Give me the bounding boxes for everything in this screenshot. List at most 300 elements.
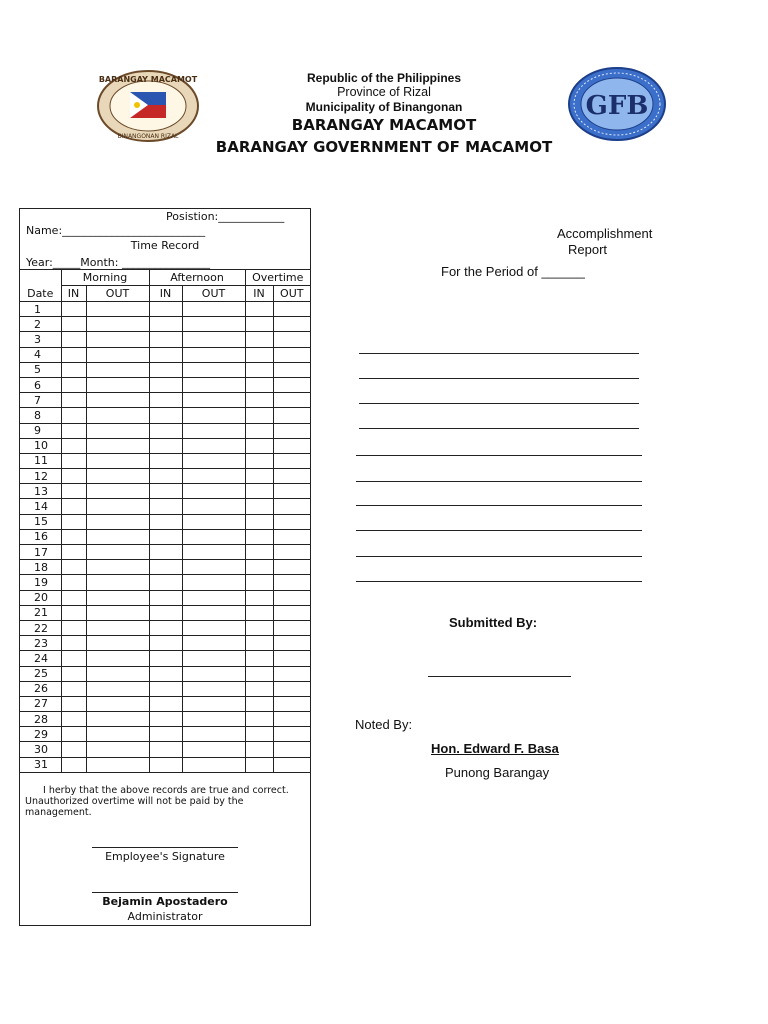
time-entry-cell[interactable] bbox=[86, 605, 149, 620]
time-entry-cell[interactable] bbox=[245, 545, 273, 560]
time-entry-cell[interactable] bbox=[86, 453, 149, 468]
time-entry-cell[interactable] bbox=[61, 347, 86, 362]
time-entry-cell[interactable] bbox=[149, 347, 182, 362]
time-entry-cell[interactable] bbox=[86, 438, 149, 453]
time-entry-cell[interactable] bbox=[86, 666, 149, 681]
date-cell: 25 bbox=[20, 666, 61, 681]
report-title-line-2: Report bbox=[568, 242, 608, 257]
time-entry-cell[interactable] bbox=[273, 332, 310, 347]
time-entry-cell[interactable] bbox=[245, 742, 273, 757]
time-entry-cell[interactable] bbox=[182, 408, 245, 423]
official-name: Hon. Edward F. Basa bbox=[431, 741, 559, 756]
report-line-7[interactable] bbox=[356, 505, 642, 506]
time-entry-cell[interactable] bbox=[273, 727, 310, 742]
time-entry-cell[interactable] bbox=[61, 529, 86, 544]
time-entry-cell[interactable] bbox=[245, 560, 273, 575]
time-entry-cell[interactable] bbox=[273, 469, 310, 484]
administrator-title: Administrator bbox=[127, 910, 203, 923]
time-entry-cell[interactable] bbox=[61, 590, 86, 605]
table-row bbox=[20, 499, 310, 514]
time-entry-cell[interactable] bbox=[245, 651, 273, 666]
time-entry-cell[interactable] bbox=[61, 393, 86, 408]
time-entry-cell[interactable] bbox=[245, 681, 273, 696]
time-entry-cell[interactable] bbox=[245, 605, 273, 620]
time-entry-cell[interactable] bbox=[86, 484, 149, 499]
date-cell: 27 bbox=[20, 696, 61, 711]
date-cell: 26 bbox=[20, 681, 61, 696]
report-line-4[interactable] bbox=[359, 428, 639, 429]
date-cell: 1 bbox=[20, 302, 61, 317]
date-cell: 17 bbox=[20, 545, 61, 560]
date-cell: 3 bbox=[20, 332, 61, 347]
time-entry-cell[interactable] bbox=[182, 681, 245, 696]
time-entry-cell[interactable] bbox=[273, 636, 310, 651]
time-entry-cell[interactable] bbox=[86, 408, 149, 423]
date-cell: 16 bbox=[20, 529, 61, 544]
time-entry-cell[interactable] bbox=[61, 575, 86, 590]
time-entry-cell[interactable] bbox=[273, 499, 310, 514]
time-entry-cell[interactable] bbox=[149, 666, 182, 681]
republic-heading: Republic of the Philippines bbox=[306, 71, 461, 85]
time-entry-cell[interactable] bbox=[245, 332, 273, 347]
column-header-row bbox=[20, 286, 310, 302]
morning-header: Morning bbox=[61, 270, 149, 286]
time-entry-cell[interactable] bbox=[61, 620, 86, 635]
report-line-6[interactable] bbox=[356, 481, 642, 482]
time-entry-cell[interactable] bbox=[149, 317, 182, 332]
noted-by-label: Noted By: bbox=[355, 717, 413, 732]
table-row bbox=[20, 408, 310, 423]
time-entry-cell[interactable] bbox=[61, 727, 86, 742]
date-cell: 23 bbox=[20, 636, 61, 651]
report-line-2[interactable] bbox=[359, 378, 639, 379]
time-entry-cell[interactable] bbox=[273, 757, 310, 772]
time-entry-cell[interactable] bbox=[273, 681, 310, 696]
time-entry-cell[interactable] bbox=[149, 681, 182, 696]
time-entry-cell[interactable] bbox=[245, 499, 273, 514]
date-cell: 12 bbox=[20, 469, 61, 484]
overtime-in-header: IN bbox=[245, 286, 273, 302]
morning-out-header: OUT bbox=[86, 286, 149, 302]
report-line-5[interactable] bbox=[356, 455, 642, 456]
time-entry-cell[interactable] bbox=[245, 484, 273, 499]
submitted-by-signature-line[interactable] bbox=[428, 676, 571, 677]
date-cell: 31 bbox=[20, 757, 61, 772]
time-entry-cell[interactable] bbox=[182, 560, 245, 575]
time-entry-cell[interactable] bbox=[182, 393, 245, 408]
table-row bbox=[20, 681, 310, 696]
time-entry-cell[interactable] bbox=[182, 514, 245, 529]
time-entry-cell[interactable] bbox=[61, 545, 86, 560]
table-row bbox=[20, 469, 310, 484]
time-entry-cell[interactable] bbox=[245, 469, 273, 484]
time-entry-cell[interactable] bbox=[86, 499, 149, 514]
time-entry-cell[interactable] bbox=[61, 317, 86, 332]
time-entry-cell[interactable] bbox=[273, 514, 310, 529]
time-entry-cell[interactable] bbox=[149, 302, 182, 317]
report-line-10[interactable] bbox=[356, 581, 642, 582]
table-row bbox=[20, 423, 310, 438]
time-entry-cell[interactable] bbox=[149, 514, 182, 529]
date-cell: 19 bbox=[20, 575, 61, 590]
report-line-8[interactable] bbox=[356, 530, 642, 531]
overtime-header: Overtime bbox=[245, 270, 310, 286]
time-entry-cell[interactable] bbox=[86, 651, 149, 666]
table-row bbox=[20, 712, 310, 727]
time-entry-cell[interactable] bbox=[61, 696, 86, 711]
barangay-heading: BARANGAY MACAMOT bbox=[291, 116, 477, 134]
time-entry-cell[interactable] bbox=[149, 620, 182, 635]
time-entry-cell[interactable] bbox=[61, 560, 86, 575]
time-entry-cell[interactable] bbox=[273, 620, 310, 635]
time-entry-cell[interactable] bbox=[273, 742, 310, 757]
name-field[interactable]: Name:__________________________ bbox=[26, 224, 206, 237]
time-entry-cell[interactable] bbox=[61, 362, 86, 377]
time-record-table bbox=[20, 269, 310, 773]
time-entry-cell[interactable] bbox=[273, 529, 310, 544]
time-entry-cell[interactable] bbox=[149, 438, 182, 453]
time-entry-cell[interactable] bbox=[182, 696, 245, 711]
submitted-by-label: Submitted By: bbox=[449, 615, 538, 630]
date-cell: 9 bbox=[20, 423, 61, 438]
time-entry-cell[interactable] bbox=[149, 590, 182, 605]
time-entry-cell[interactable] bbox=[245, 529, 273, 544]
date-cell: 10 bbox=[20, 438, 61, 453]
gfb-seal-logo bbox=[568, 67, 666, 141]
table-row bbox=[20, 590, 310, 605]
employee-signature-label: Employee's Signature bbox=[105, 850, 225, 863]
afternoon-header: Afternoon bbox=[149, 270, 245, 286]
time-entry-cell[interactable] bbox=[86, 560, 149, 575]
time-entry-cell[interactable] bbox=[245, 575, 273, 590]
table-row bbox=[20, 742, 310, 757]
time-entry-cell[interactable] bbox=[86, 529, 149, 544]
time-entry-cell[interactable] bbox=[182, 362, 245, 377]
report-period[interactable]: For the Period of ______ bbox=[441, 264, 585, 279]
time-entry-cell[interactable] bbox=[149, 696, 182, 711]
time-entry-cell[interactable] bbox=[273, 347, 310, 362]
table-row bbox=[20, 620, 310, 635]
time-entry-cell[interactable] bbox=[273, 408, 310, 423]
report-line-1[interactable] bbox=[359, 353, 639, 354]
time-entry-cell[interactable] bbox=[273, 362, 310, 377]
municipality-heading: Municipality of Binangonan bbox=[305, 100, 463, 114]
time-entry-cell[interactable] bbox=[61, 332, 86, 347]
time-entry-cell[interactable] bbox=[245, 636, 273, 651]
time-entry-cell[interactable] bbox=[61, 757, 86, 772]
table-row bbox=[20, 727, 310, 742]
time-entry-cell[interactable] bbox=[86, 332, 149, 347]
table-row bbox=[20, 666, 310, 681]
time-entry-cell[interactable] bbox=[86, 302, 149, 317]
barangay-seal-logo bbox=[97, 70, 199, 142]
time-entry-cell[interactable] bbox=[245, 620, 273, 635]
time-entry-cell[interactable] bbox=[149, 545, 182, 560]
time-entry-cell[interactable] bbox=[273, 605, 310, 620]
time-entry-cell[interactable] bbox=[182, 590, 245, 605]
time-entry-cell[interactable] bbox=[273, 545, 310, 560]
time-entry-cell[interactable] bbox=[245, 514, 273, 529]
time-entry-cell[interactable] bbox=[149, 362, 182, 377]
time-entry-cell[interactable] bbox=[273, 484, 310, 499]
government-heading: BARANGAY GOVERNMENT OF MACAMOT bbox=[215, 138, 553, 156]
table-row bbox=[20, 560, 310, 575]
time-entry-cell[interactable] bbox=[149, 712, 182, 727]
table-row bbox=[20, 332, 310, 347]
position-field[interactable]: Posistion:____________ bbox=[166, 210, 285, 223]
svg-text:GFB: GFB bbox=[585, 91, 649, 121]
time-entry-cell[interactable] bbox=[61, 742, 86, 757]
time-entry-cell[interactable] bbox=[273, 666, 310, 681]
table-row bbox=[20, 651, 310, 666]
time-entry-cell[interactable] bbox=[149, 408, 182, 423]
official-title: Punong Barangay bbox=[445, 765, 550, 780]
table-row bbox=[20, 377, 310, 392]
date-cell: 7 bbox=[20, 393, 61, 408]
time-entry-cell[interactable] bbox=[86, 620, 149, 635]
time-entry-cell[interactable] bbox=[273, 453, 310, 468]
time-entry-cell[interactable] bbox=[273, 590, 310, 605]
time-entry-cell[interactable] bbox=[245, 302, 273, 317]
time-entry-cell[interactable] bbox=[273, 423, 310, 438]
time-entry-cell[interactable] bbox=[245, 347, 273, 362]
date-cell: 28 bbox=[20, 712, 61, 727]
time-entry-cell[interactable] bbox=[182, 438, 245, 453]
table-row bbox=[20, 317, 310, 332]
time-entry-cell[interactable] bbox=[182, 453, 245, 468]
time-entry-cell[interactable] bbox=[149, 484, 182, 499]
time-entry-cell[interactable] bbox=[149, 423, 182, 438]
time-entry-cell[interactable] bbox=[86, 393, 149, 408]
time-entry-cell[interactable] bbox=[182, 423, 245, 438]
time-entry-cell[interactable] bbox=[86, 347, 149, 362]
time-entry-cell[interactable] bbox=[149, 636, 182, 651]
date-cell: 20 bbox=[20, 590, 61, 605]
time-entry-cell[interactable] bbox=[149, 605, 182, 620]
time-entry-cell[interactable] bbox=[86, 696, 149, 711]
date-cell: 4 bbox=[20, 347, 61, 362]
time-entry-cell[interactable] bbox=[245, 757, 273, 772]
time-entry-cell[interactable] bbox=[245, 408, 273, 423]
time-entry-cell[interactable] bbox=[245, 712, 273, 727]
time-entry-cell[interactable] bbox=[149, 560, 182, 575]
time-entry-cell[interactable] bbox=[86, 362, 149, 377]
empty-corner-cell bbox=[20, 270, 61, 286]
administrator-name: Bejamin Apostadero bbox=[102, 895, 228, 908]
time-entry-cell[interactable] bbox=[149, 469, 182, 484]
time-entry-cell[interactable] bbox=[86, 712, 149, 727]
time-entry-cell[interactable] bbox=[86, 317, 149, 332]
time-entry-cell[interactable] bbox=[61, 408, 86, 423]
time-entry-cell[interactable] bbox=[86, 742, 149, 757]
date-cell: 6 bbox=[20, 377, 61, 392]
afternoon-in-header: IN bbox=[149, 286, 182, 302]
time-entry-cell[interactable] bbox=[273, 438, 310, 453]
time-entry-cell[interactable] bbox=[182, 317, 245, 332]
date-cell: 5 bbox=[20, 362, 61, 377]
time-entry-cell[interactable] bbox=[182, 727, 245, 742]
table-row bbox=[20, 302, 310, 317]
time-entry-cell[interactable] bbox=[273, 712, 310, 727]
date-cell: 21 bbox=[20, 605, 61, 620]
date-cell: 8 bbox=[20, 408, 61, 423]
time-entry-cell[interactable] bbox=[61, 469, 86, 484]
time-entry-cell[interactable] bbox=[61, 712, 86, 727]
time-entry-cell[interactable] bbox=[149, 332, 182, 347]
time-entry-cell[interactable] bbox=[86, 545, 149, 560]
table-row bbox=[20, 696, 310, 711]
time-entry-cell[interactable] bbox=[273, 651, 310, 666]
time-entry-cell[interactable] bbox=[182, 377, 245, 392]
date-header: Date bbox=[20, 286, 61, 302]
table-row bbox=[20, 636, 310, 651]
time-entry-cell[interactable] bbox=[61, 423, 86, 438]
time-entry-cell[interactable] bbox=[273, 696, 310, 711]
time-entry-cell[interactable] bbox=[273, 317, 310, 332]
time-entry-cell[interactable] bbox=[245, 666, 273, 681]
time-entry-cell[interactable] bbox=[182, 347, 245, 362]
time-entry-cell[interactable] bbox=[182, 757, 245, 772]
time-entry-cell[interactable] bbox=[86, 423, 149, 438]
report-line-3[interactable] bbox=[359, 403, 639, 404]
overtime-out-header: OUT bbox=[273, 286, 310, 302]
time-entry-cell[interactable] bbox=[245, 453, 273, 468]
time-entry-cell[interactable] bbox=[86, 514, 149, 529]
date-cell: 13 bbox=[20, 484, 61, 499]
time-entry-cell[interactable] bbox=[86, 590, 149, 605]
svg-text:BARANGAY MACAMOT: BARANGAY MACAMOT bbox=[98, 75, 198, 84]
table-row bbox=[20, 393, 310, 408]
time-entry-cell[interactable] bbox=[182, 484, 245, 499]
time-entry-cell[interactable] bbox=[86, 757, 149, 772]
time-entry-cell[interactable] bbox=[61, 377, 86, 392]
time-entry-cell[interactable] bbox=[86, 377, 149, 392]
time-entry-cell[interactable] bbox=[149, 727, 182, 742]
employee-signature-line[interactable] bbox=[92, 847, 238, 848]
time-entry-cell[interactable] bbox=[245, 590, 273, 605]
date-cell: 15 bbox=[20, 514, 61, 529]
time-entry-cell[interactable] bbox=[182, 666, 245, 681]
date-cell: 2 bbox=[20, 317, 61, 332]
table-row bbox=[20, 575, 310, 590]
time-entry-cell[interactable] bbox=[149, 742, 182, 757]
date-cell: 22 bbox=[20, 620, 61, 635]
table-row bbox=[20, 514, 310, 529]
time-entry-cell[interactable] bbox=[182, 712, 245, 727]
table-row bbox=[20, 362, 310, 377]
time-entry-cell[interactable] bbox=[245, 727, 273, 742]
table-row bbox=[20, 438, 310, 453]
time-entry-cell[interactable] bbox=[61, 514, 86, 529]
time-entry-cell[interactable] bbox=[61, 484, 86, 499]
time-entry-cell[interactable] bbox=[149, 377, 182, 392]
time-entry-cell[interactable] bbox=[273, 393, 310, 408]
administrator-signature-line[interactable] bbox=[92, 892, 238, 893]
time-entry-cell[interactable] bbox=[273, 560, 310, 575]
time-entry-cell[interactable] bbox=[61, 666, 86, 681]
time-record-card bbox=[19, 208, 311, 926]
time-entry-cell[interactable] bbox=[149, 499, 182, 514]
time-entry-cell[interactable] bbox=[273, 302, 310, 317]
time-entry-cell[interactable] bbox=[86, 469, 149, 484]
time-entry-cell[interactable] bbox=[245, 438, 273, 453]
time-entry-cell[interactable] bbox=[182, 636, 245, 651]
time-entry-cell[interactable] bbox=[273, 575, 310, 590]
time-entry-cell[interactable] bbox=[245, 317, 273, 332]
date-cell: 18 bbox=[20, 560, 61, 575]
time-entry-cell[interactable] bbox=[182, 605, 245, 620]
date-cell: 29 bbox=[20, 727, 61, 742]
table-row bbox=[20, 605, 310, 620]
table-row bbox=[20, 545, 310, 560]
province-heading: Province of Rizal bbox=[337, 85, 431, 99]
date-cell: 14 bbox=[20, 499, 61, 514]
date-cell: 24 bbox=[20, 651, 61, 666]
certification-line-2: Unauthorized overtime will not be paid by the bbox=[25, 796, 244, 807]
time-entry-cell[interactable] bbox=[149, 393, 182, 408]
time-entry-cell[interactable] bbox=[149, 453, 182, 468]
time-entry-cell[interactable] bbox=[273, 377, 310, 392]
time-entry-cell[interactable] bbox=[245, 362, 273, 377]
time-entry-cell[interactable] bbox=[61, 636, 86, 651]
time-entry-cell[interactable] bbox=[182, 529, 245, 544]
time-entry-cell[interactable] bbox=[182, 575, 245, 590]
group-header-row bbox=[20, 270, 310, 286]
table-row bbox=[20, 347, 310, 362]
time-entry-cell[interactable] bbox=[182, 742, 245, 757]
time-entry-cell[interactable] bbox=[86, 681, 149, 696]
time-entry-cell[interactable] bbox=[61, 681, 86, 696]
time-entry-cell[interactable] bbox=[245, 393, 273, 408]
morning-in-header: IN bbox=[61, 286, 86, 302]
certification-note bbox=[25, 785, 305, 818]
date-cell: 11 bbox=[20, 453, 61, 468]
svg-text:BINANGONAN RIZAL: BINANGONAN RIZAL bbox=[117, 133, 179, 140]
time-entry-cell[interactable] bbox=[61, 438, 86, 453]
time-entry-cell[interactable] bbox=[182, 651, 245, 666]
time-entry-cell[interactable] bbox=[245, 377, 273, 392]
time-entry-cell[interactable] bbox=[86, 636, 149, 651]
table-row bbox=[20, 529, 310, 544]
time-entry-cell[interactable] bbox=[182, 620, 245, 635]
time-entry-cell[interactable] bbox=[149, 757, 182, 772]
time-entry-cell[interactable] bbox=[61, 605, 86, 620]
year-month-field[interactable]: Year:_____Month: ________________ bbox=[26, 256, 210, 269]
time-entry-cell[interactable] bbox=[61, 499, 86, 514]
time-entry-cell[interactable] bbox=[149, 529, 182, 544]
time-entry-cell[interactable] bbox=[182, 499, 245, 514]
time-entry-cell[interactable] bbox=[86, 575, 149, 590]
time-entry-cell[interactable] bbox=[61, 302, 86, 317]
table-row bbox=[20, 453, 310, 468]
time-entry-cell[interactable] bbox=[182, 469, 245, 484]
date-cell: 30 bbox=[20, 742, 61, 757]
time-entry-cell[interactable] bbox=[149, 651, 182, 666]
time-entry-cell[interactable] bbox=[86, 727, 149, 742]
time-entry-cell[interactable] bbox=[182, 545, 245, 560]
table-row bbox=[20, 484, 310, 499]
time-record-title: Time Record bbox=[130, 239, 200, 252]
report-line-9[interactable] bbox=[356, 556, 642, 557]
time-entry-cell[interactable] bbox=[245, 423, 273, 438]
time-entry-cell[interactable] bbox=[61, 651, 86, 666]
time-entry-cell[interactable] bbox=[245, 696, 273, 711]
table-row bbox=[20, 757, 310, 772]
time-entry-cell[interactable] bbox=[182, 332, 245, 347]
time-entry-cell[interactable] bbox=[149, 575, 182, 590]
time-entry-cell[interactable] bbox=[182, 302, 245, 317]
time-entry-cell[interactable] bbox=[61, 453, 86, 468]
